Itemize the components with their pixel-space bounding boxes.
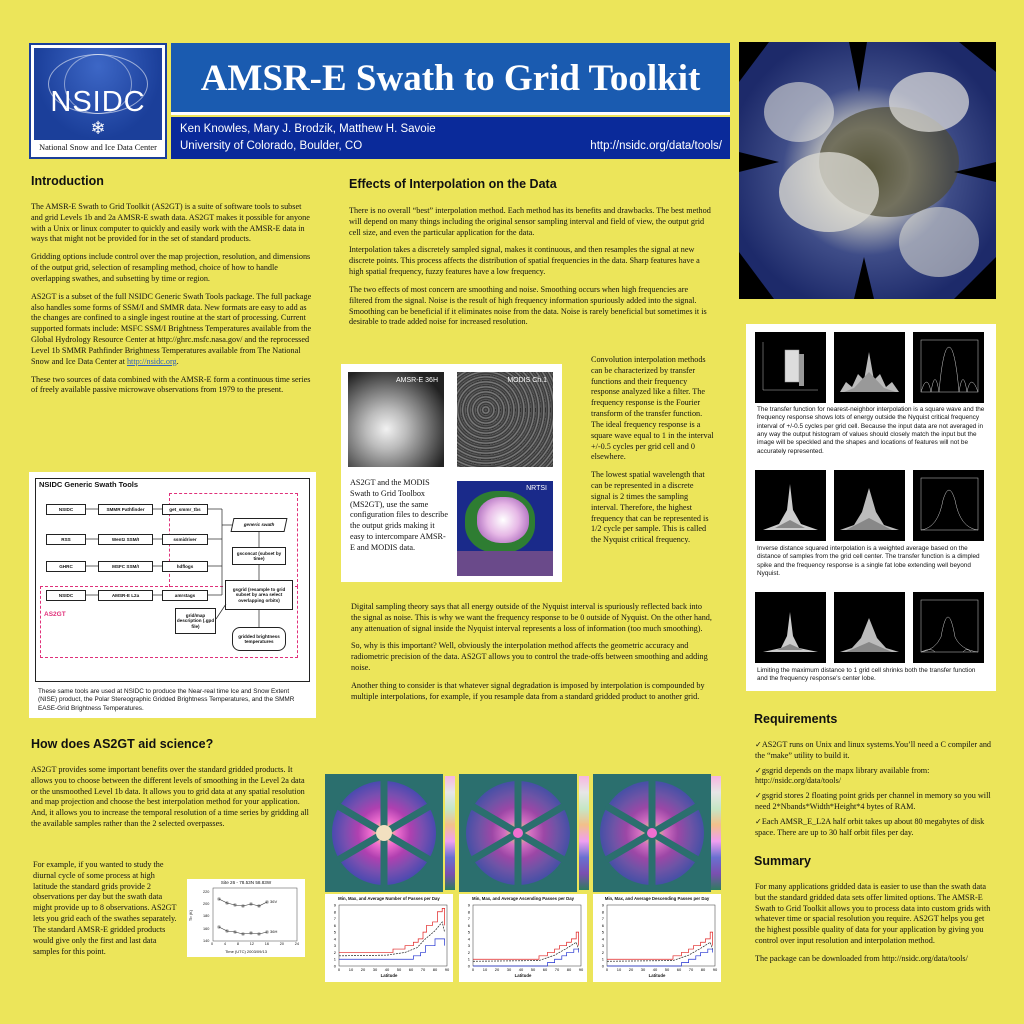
y-tick-label: 0	[333, 963, 336, 969]
nn-profile-plot	[913, 332, 984, 403]
requirement-item: ✓gsgrid stores 2 floating point grids per channel in memory so you will need 2*Nbands*Width*Height*4 bytes of RAM.	[755, 791, 991, 812]
y-tick-label: 8	[601, 909, 604, 915]
y-tick-label: 0	[601, 963, 604, 969]
nsidc-logo	[29, 43, 167, 159]
intro-p4: These two sources of data combined with the AMSR-E form a continuous time series of freely available passive microwave observations from 1979 to the present.	[31, 374, 311, 395]
passes-xlabel-descending: Latitude	[648, 973, 666, 978]
converter-ssmi: ssmidriver	[162, 534, 208, 545]
min-line	[607, 949, 713, 966]
snowflake-icon: ❄	[90, 118, 106, 138]
y-tick-label: 6	[467, 922, 470, 928]
x-tick-label: 0	[471, 967, 475, 972]
passes-plot-svg	[593, 894, 721, 982]
transfer-caption-1: The transfer function for nearest-neighbor interpolation is a square wave and the frequency response shows lots of energy outside the Nyquist critical frequency interval of +/-0.5 cycles per grid cell. Because the input data are not averaged in any way the output histogram of values should closely match the input but the image will be speckled and the shapes and locations of features will not be accurately represented.	[757, 406, 985, 455]
y-tick-label: 3	[601, 943, 604, 949]
x-tick-label: 50	[664, 967, 670, 972]
generic-swath-box: generic swath	[231, 518, 288, 532]
x-tick-label: 90	[712, 967, 718, 972]
flowchart-frame	[35, 478, 310, 682]
summary-p1: For many applications gridded data is easier to use than the swath data but the standard gridded data sets offer limited options. The AMSR-E Swath to Grid Toolkit allows you to process data into custom grids with whatever time or spacial resolution you require. AS2GT helps you get the highest possible quality of data for your application by giving you control over input resolution and interpolation method.	[755, 882, 991, 946]
x-tick-label: 50	[530, 967, 536, 972]
passes-chart-all	[325, 894, 453, 982]
science-p1: AS2GT provides some important benefits over the standard gridded products. It allows you to choose between the different levels of smoothing in the Level 2a data or the unsmoothed Level 1b data. It allows you to grid data at any spatial resolution and map projection and choose the best interpolation method for your application. And, it allows you to increase the temporal resolution of a time series by gridding all the available samples rather than the 2 selected overpasses.	[31, 765, 309, 829]
images-caption: AS2GT and the MODIS Swath to Grid Toolbox (MS2GT), use the same configuration files to describe the output grids making it easy to intercompare AMSR-E and MODIS data.	[350, 478, 448, 552]
intro-heading: Introduction	[31, 174, 104, 188]
effects-p6: Another thing to consider is that whatever signal degradation is imposed by interpolation is compounded by multiple interpolations, for example, if you resample data from a standard gridded product to another grid.	[351, 680, 705, 701]
y-tick-label: 2	[601, 949, 604, 955]
plot-frame	[473, 905, 581, 966]
conv-p2: The lowest spatial wavelength that can be represented in a discrete signal is 2 times the sampling interval. Therefore, the highest frequency that can be represented is 1/2 cycle per sample. This is called the Nyquist critical frequency.	[591, 470, 709, 545]
converter-hdf: hdflogs	[162, 561, 208, 572]
y-tick-label: 4	[467, 936, 470, 942]
reader-amsre: AMSR-E L2a	[98, 590, 153, 601]
intro-p2: Gridding options include control over the map projection, resolution, and dimensions of the output grid, selection of resampling method, choice of how to handle overlapping swathes, and subsetting by time or region.	[31, 252, 311, 283]
logo-subtitle: National Snow and Ice Data Center	[39, 143, 157, 152]
flowchart-caption: These same tools are used at NSIDC to produce the Near-real time Ice and Snow Extent (NISE) product, the Polar Stereographic Gridded Brightness Temperatures, and the SMMR EASE-Grid Brightness Temperatures.	[38, 688, 295, 712]
science-p2: For example, if you wanted to study the diurnal cycle of some process at high latitude the standard grids provide 2 observations per day but the swath data might provide up to 8 observations. AS2GT lets you grid each of the swathes separately. The standard AMSR-E gridded products would give only the first and last data samples for this point.	[33, 860, 177, 956]
limited-transfer-plot	[755, 592, 826, 663]
y-tick-label: 3	[333, 943, 336, 949]
title-bar	[171, 43, 730, 115]
x-tick-label: 0	[337, 967, 341, 972]
passes-chart-ascending	[459, 894, 587, 982]
min-line	[339, 939, 445, 959]
reader-smmr: SMMR Pathfinder	[98, 504, 153, 515]
output-box: gridded brightness temperatures	[232, 627, 286, 651]
summary-p2: The package can be downloaded from http://nsidc.org/data/tools/	[755, 953, 968, 963]
y-tick-label: 5	[467, 929, 470, 935]
transfer-caption-3: Limiting the maximum distance to 1 grid cell shrinks both the transfer function and the frequency response's center lobe.	[757, 667, 976, 683]
effects-p3: The two effects of most concern are smoothing and noise. Smoothing occurs when high frequencies are filtered from the signal. Noise is the result of high frequency information spuriously added into the signal. Smoothing can be beneficial if it eliminates noise from the data. Noise is rarely beneficial but sometimes it is desirable to trade added noise for increased resolution.	[349, 284, 707, 327]
flowchart-title: NSIDC Generic Swath Tools	[39, 480, 139, 489]
effects-p2: Interpolation takes a discretely sampled signal, makes it continuous, and then resamples the signal at new discrete points. This process affects the distribution of spatial frequencies in the data. Sharp features have a high spatial frequency, fuzzy features have a low frequency.	[349, 245, 700, 277]
x-tick-label: 40	[518, 967, 524, 972]
converter-amsre: amrstags	[162, 590, 208, 601]
effects-p5: So, why is this important? Well, obviously the interpolation method affects the geometric accuracy and radiometric precision of the data. AS2GT allows you to control the trade-offs between smoothing and adding noise.	[351, 641, 708, 673]
passes-plot-svg	[325, 894, 453, 982]
transfer-functions-panel	[746, 324, 996, 691]
modis-ch1-image	[457, 372, 553, 467]
passes-title-all: Min, Max, and Average Number of Passes per Day	[338, 896, 440, 901]
y-tick-label: 8	[467, 909, 470, 915]
x-tick-label: 70	[688, 967, 694, 972]
requirements-list	[755, 740, 995, 843]
passes-plot-svg	[459, 894, 587, 982]
y-tick-label: 9	[333, 902, 336, 908]
passes-xlabel-all: Latitude	[380, 973, 398, 978]
idw-frequency-plot	[834, 470, 905, 541]
tb-label-36v: 36V	[270, 899, 278, 904]
y-tick-label: 6	[333, 922, 336, 928]
gsconcat-box: gsconcat (subset by time)	[232, 547, 286, 565]
idw-transfer-plot	[755, 470, 826, 541]
requirement-item: ✓AS2GT runs on Unix and linux systems.You’ll need a C compiler and the “make” utility to build it.	[755, 740, 992, 760]
source-rss: RSS	[46, 534, 86, 545]
intro-p3: AS2GT is a subset of the full NSIDC Generic Swath Tools package. The full package also handles some forms of SSM/I and SMMR data. New formats are easy to add as the changes are confined to a single ingest routine at the start of processing. Current supported formats include: MSFC SSM/I Brightness Temperatures available from the Global Hydrology Resource Center at http://ghrc.msfc.nasa.gov/ and the reprocessed Level 1b SMMR Pathfinder Brightness Temperatures available from The National Snow and Ice Data Center at http://nsidc.org.	[31, 291, 312, 366]
source-ghrc: GHRC	[46, 561, 86, 572]
convolution-text	[591, 355, 715, 553]
passes-title-ascending: Min, Max, and Average Ascending Passes per Day	[472, 896, 574, 901]
y-tick-label: 8	[333, 909, 336, 915]
intro-p1: The AMSR-E Swath to Grid Toolkit (AS2GT) is a suite of software tools to subset and grid Levels 1b and 2a AMSR-E swath data. AS2GT makes it possible for anyone with a Unix or linux computer to quickly and easily work with the AMSR-E data in ways that might not be provided for in the set of standard products.	[31, 202, 310, 244]
effects-p1: There is no overall “best” interpolation method. Each method has its benefits and drawbacks. The best method will depend on many things including the original sensor sampling interval and field of view, the output grid cell size, and even the particular application for the data.	[349, 206, 711, 237]
requirement-item: ✓Each AMSR_E_L2A half orbit takes up about 80 megabytes of disk space. There are up to 30 half orbit files per day.	[755, 816, 985, 837]
min-line	[473, 949, 579, 966]
flowchart-panel	[29, 472, 316, 718]
nrtsi-image	[457, 481, 553, 576]
source-nsidc-1: NSIDC	[46, 504, 86, 515]
y-tick-label: 3	[467, 943, 470, 949]
y-tick-label: 4	[601, 936, 604, 942]
y-tick-label: 6	[601, 922, 604, 928]
passes-chart-descending	[593, 894, 721, 982]
x-tick-label: 90	[578, 967, 584, 972]
requirement-item: ✓gsgrid depends on the mapx library available from: http://nsidc.org/data/tools/	[755, 765, 930, 786]
max-line	[473, 932, 579, 959]
tb-ylabel: Tb (K)	[188, 909, 194, 922]
effects-heading: Effects of Interpolation on the Data	[349, 177, 557, 191]
x-tick-label: 10	[616, 967, 622, 972]
tb-time-series-chart	[187, 879, 305, 957]
x-tick-label: 90	[444, 967, 450, 972]
limited-profile-plot	[913, 592, 984, 663]
avg-line	[607, 942, 713, 961]
intro-text	[31, 202, 313, 403]
y-tick-label: 1	[333, 956, 336, 962]
idw-profile-plot	[913, 470, 984, 541]
y-tick-label: 4	[333, 936, 336, 942]
x-tick-label: 20	[628, 967, 634, 972]
x-tick-label: 0	[605, 967, 609, 972]
x-tick-label: 30	[640, 967, 646, 972]
as2gt-label: AS2GT	[44, 611, 66, 618]
converter-smmr: get_smmr_tbs	[162, 504, 208, 515]
x-tick-label: 80	[566, 967, 572, 972]
requirements-heading: Requirements	[754, 712, 838, 726]
x-tick-label: 80	[432, 967, 438, 972]
gsgrid-box: gsgrid (resample to grid subset by area select overlapping orbits)	[225, 580, 293, 610]
passes-xlabel-ascending: Latitude	[514, 973, 532, 978]
header-url[interactable]: http://nsidc.org/data/tools/	[590, 140, 722, 152]
x-tick-label: 30	[372, 967, 378, 972]
amsre-36h-label: AMSR-E 36H	[395, 377, 438, 384]
effects-text	[349, 206, 711, 335]
y-tick-label: 7	[467, 916, 470, 922]
y-tick-label: 9	[467, 902, 470, 908]
affiliation: University of Colorado, Boulder, CO	[180, 140, 363, 152]
modis-ch1-label: MODIS Ch.1	[507, 377, 547, 384]
max-line	[607, 932, 713, 959]
reader-wentz: Wentz SSM/I	[98, 534, 153, 545]
authors: Ken Knowles, Mary J. Brodzik, Matthew H. Savoie	[180, 123, 436, 135]
y-tick-label: 5	[601, 929, 604, 935]
arctic-satellite-image	[739, 42, 996, 299]
nn-frequency-plot	[834, 332, 905, 403]
y-tick-label: 0	[467, 963, 470, 969]
summary-heading: Summary	[754, 854, 811, 868]
science-heading: How does AS2GT aid science?	[31, 737, 214, 751]
polar-maps-svg	[325, 774, 721, 892]
x-tick-label: 50	[396, 967, 402, 972]
gridmap-box: grid/map description (.gpd file)	[175, 608, 216, 634]
poster-title: AMSR-E Swath to Grid Toolkit	[200, 58, 701, 99]
source-nsidc-2: NSIDC	[46, 590, 86, 601]
avg-line	[473, 942, 579, 961]
transfer-caption-2: Inverse distance squared interpolation is a weighted average based on the distance of samples from the grid cell center. The transfer function is a dimpled spike and the frequency response is a single fat lobe extending well beyond Nyquist.	[757, 545, 980, 577]
y-tick-label: 1	[467, 956, 470, 962]
logo-globe	[34, 48, 162, 140]
x-tick-label: 60	[676, 967, 682, 972]
x-tick-label: 10	[482, 967, 488, 972]
nn-transfer-plot	[755, 332, 826, 403]
x-tick-label: 70	[554, 967, 560, 972]
y-tick-label: 7	[333, 916, 336, 922]
author-bar	[171, 117, 730, 159]
x-tick-label: 70	[420, 967, 426, 972]
conv-p1: Convolution interpolation methods can be characterized by transfer functions and their frequency response analyzed like a filter. The frequency response is the Fourier transform of the transfer function. The ideal frequency response is a square wave equal to 1 in the interval +/-0.5 cycles per grid cell and 0 elsewhere.	[591, 355, 714, 462]
logo-text: NSIDC	[50, 86, 146, 118]
passes-title-descending: Min, Max, and Average Descending Passes per Day	[604, 896, 710, 901]
y-tick-label: 5	[333, 929, 336, 935]
x-tick-label: 20	[360, 967, 366, 972]
effects-lower-text	[351, 602, 713, 710]
tb-xticks: 0 4 8 12 16 20 24	[211, 942, 299, 946]
amsre-36h-image	[348, 372, 444, 467]
tb-yticks: 220 200 180 160 140	[203, 890, 210, 943]
x-tick-label: 60	[542, 967, 548, 972]
plot-frame	[607, 905, 715, 966]
comparison-images-panel	[341, 364, 562, 582]
tb-chart-title: Site 26 - 78.53N 58.83W	[220, 880, 272, 885]
plot-frame	[339, 905, 447, 966]
x-tick-label: 10	[348, 967, 354, 972]
avg-line	[339, 922, 445, 956]
intro-link[interactable]: http://nsidc.org	[126, 356, 177, 366]
summary-text	[755, 882, 995, 972]
limited-frequency-plot	[834, 592, 905, 663]
polar-maps-strip	[325, 774, 721, 892]
x-tick-label: 40	[652, 967, 658, 972]
x-tick-label: 60	[408, 967, 414, 972]
effects-p4: Digital sampling theory says that all energy outside of the Nyquist interval is spuriously reflected back into the signal as noise. This is why we want the frequency response to be 0 outside of Nyquist. On the other hand, any attenuation of signal inside the Nyquist interval represents a loss of information (too much smoothing).	[351, 602, 712, 633]
y-tick-label: 2	[467, 949, 470, 955]
flowchart-arrows	[36, 479, 311, 683]
y-tick-label: 2	[333, 949, 336, 955]
reader-msfc: MSFC SSM/I	[98, 561, 153, 572]
tb-label-36h: 36H	[270, 929, 278, 934]
y-tick-label: 9	[601, 902, 604, 908]
y-tick-label: 7	[601, 916, 604, 922]
x-tick-label: 30	[506, 967, 512, 972]
y-tick-label: 1	[601, 956, 604, 962]
x-tick-label: 20	[494, 967, 500, 972]
x-tick-label: 40	[384, 967, 390, 972]
tb-xlabel: Time (UTC) 2003/09/13	[225, 949, 267, 954]
nrtsi-label: NRTSI	[526, 485, 547, 492]
x-tick-label: 80	[700, 967, 706, 972]
